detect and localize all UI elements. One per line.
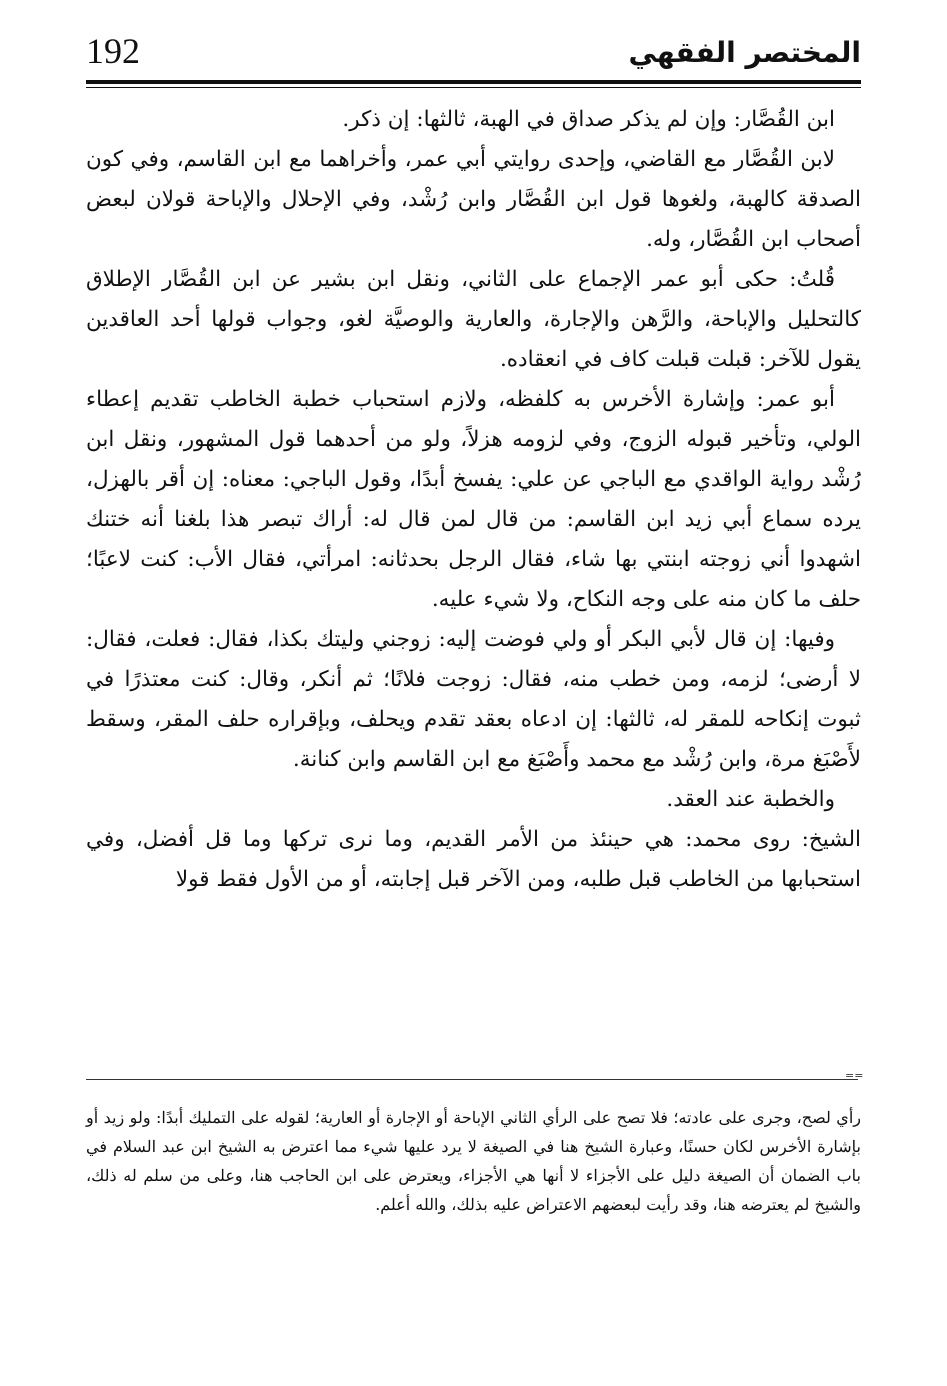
book-title: المختصر الفقهي xyxy=(628,36,861,69)
paragraph: والخطبة عند العقد. xyxy=(666,787,835,812)
paragraph: وفيها: إن قال لأبي البكر أو ولي فوضت إليه: زوجني وليتك بكذا، فقال: فعلت، فقال: لا أرضى؛ لزمه، ومن خطب منه، فقال: زوجت فلانًا؛ ثم أنكر، وقال: كنت معتذرًا في ثبوت إنكاحه للمقر له، ثالثها: إن ادعاه بعقد تقدم ويحلف، وبإقراره حلف المقر، وسقط لأَصْبَغ مرة، وابن رُشْد مع محمد وأَصْبَغ مع ابن القاسم وابن كنانة. xyxy=(86,627,861,772)
page-header xyxy=(86,28,861,80)
paragraph: قُلتُ: حكى أبو عمر الإجماع على الثاني، ونقل ابن بشير عن ابن القُصَّار الإطلاق كالتحليل والإباحة، والرَّهن والإجارة، والعارية والوصيَّة لغو، وجواب قولها أحد العاقدين يقول للآخر: قبلت قبلت كاف في انعقاده. xyxy=(86,267,861,372)
paragraph: لابن القُصَّار مع القاضي، وإحدى روايتي أبي عمر، وأخراهما مع ابن القاسم، وفي كون الصدقة كالهبة، ولغوها قول ابن القُصَّار وابن رُشْد، وفي الإحلال والإباحة قولان لبعض أصحاب ابن القُصَّار، وله. xyxy=(86,147,861,252)
footnote-text: رأي لصح، وجرى على عادته؛ فلا تصح على الرأي الثاني الإباحة أو الإجارة أو العارية؛ لقوله على التمليك أبدًا: ولو زيد أو بإشارة الأخرس لكان حسنًا، وعبارة الشيخ هنا في الصيغة لا يرد عليها شيء مما اعترض به الشيخ ابن عبد السلام في باب الضمان أن الصيغة دليل على الأجزاء لا أنها هي الأجزاء، ويعترض على ابن الحاجب هنا، وعلى من سلم له ذلك، والشيخ لم يعترضه هنا، وقد رأيت لبعضهم الاعتراض عليه بذلك، والله أعلم. xyxy=(86,1108,861,1214)
paragraph: أبو عمر: وإشارة الأخرس به كلفظه، ولازم استحباب خطبة الخاطب تقديم إعطاء الولي، وتأخير قبوله الزوج، وفي لزومه هزلاً، ولو من أحدهما قول المشهور، ونقل ابن رُشْد رواية الواقدي مع الباجي عن علي: يفسخ أبدًا، وقول الباجي: معناه: إن أقر بالهزل، يرده سماع أبي زيد ابن القاسم: من قال لمن قال له: أراك تبصر هذا بلغنا أنه ختنك اشهدوا أني زوجته ابنتي بها شاء، فقال الرجل بحدثانه: امرأتي، فقال الأب: كنت لاعبًا؛ حلف ما كان منه على وجه النكاح، ولا شيء عليه. xyxy=(86,387,861,612)
footnote xyxy=(86,1103,861,1219)
main-text xyxy=(86,100,861,900)
footnote-separator xyxy=(86,1079,858,1080)
header-rule-thick xyxy=(86,80,861,84)
paragraph: الشيخ: روى محمد: هي حينئذ من الأمر القديم، وما نرى تركها وما قل أفضل، وفي استحبابها من الخاطب قبل طلبه، ومن الآخر قبل إجابته، أو من الأول فقط قولا xyxy=(86,827,861,892)
header-rule-thin xyxy=(86,87,861,88)
page-number: 192 xyxy=(86,31,140,71)
footnote-marker: == xyxy=(845,1069,864,1082)
paragraph: ابن القُصَّار: وإن لم يذكر صداق في الهبة، ثالثها: إن ذكر. xyxy=(342,107,835,132)
